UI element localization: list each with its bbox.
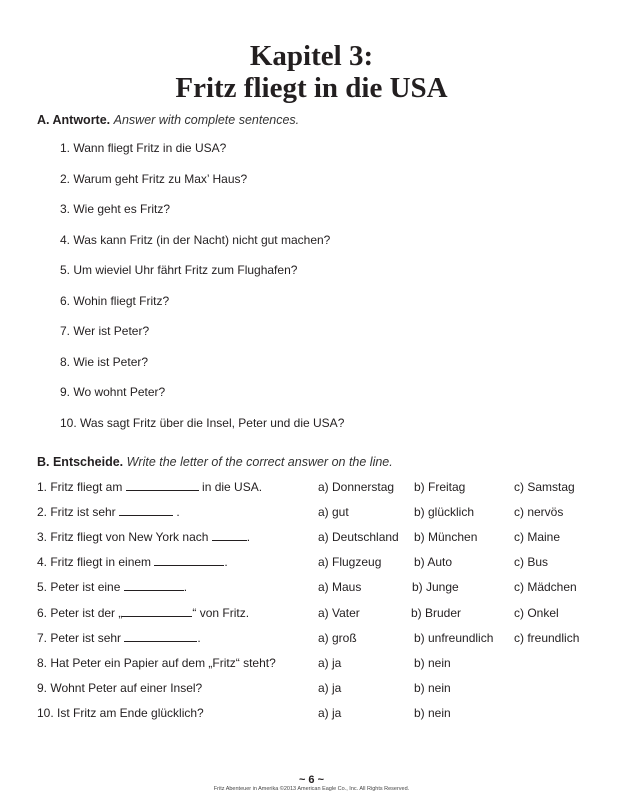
section-a-label: A. Antworte. — [37, 113, 111, 127]
question-text-end: “ von Fritz. — [192, 605, 250, 620]
option-c: c) Onkel — [514, 605, 559, 620]
option-a: a) Donnerstag — [318, 480, 395, 494]
question-text: 3. Fritz fliegt von New York nach — [37, 530, 212, 545]
answer-blank-line[interactable] — [212, 529, 247, 541]
option-c: c) Samstag — [514, 480, 575, 494]
option-c: c) freundlich — [514, 630, 580, 645]
option-a: a) ja — [318, 680, 342, 695]
question-b-5 — [37, 579, 187, 595]
answer-blank-line[interactable] — [122, 605, 192, 617]
page-number: ~ 6 ~ — [298, 774, 325, 786]
chapter-subtitle: Fritz fliegt in die USA — [175, 72, 448, 104]
answer-blank-line[interactable] — [126, 479, 199, 491]
section-b-instruction: Write the letter of the correct answer on the line. — [126, 455, 393, 469]
option-b: b) glücklich — [414, 505, 475, 520]
question-text-end: . — [197, 630, 201, 645]
question-b-9 — [37, 680, 202, 696]
option-c: c) nervös — [514, 505, 564, 520]
question-text: 1. Fritz fliegt am — [37, 480, 126, 494]
question-b-4 — [37, 554, 228, 570]
question-b-10 — [37, 705, 204, 721]
section-b-label: B. Entscheide. — [37, 455, 124, 469]
option-b: b) unfreundlich — [414, 630, 494, 645]
question-text-end: . — [246, 530, 251, 545]
option-a: a) Maus — [318, 580, 362, 595]
chapter-title: Kapitel 3: — [249, 40, 374, 72]
question-a-2: 2. Warum geht Fritz zu Max’ Haus? — [60, 171, 248, 186]
option-a: a) Deutschland — [318, 530, 399, 545]
option-b: b) Auto — [414, 555, 453, 570]
section-a-heading — [37, 112, 299, 128]
question-text-end: in die USA. — [198, 480, 263, 494]
section-a-instruction: Answer with complete sentences. — [113, 113, 300, 127]
question-b-1 — [37, 479, 262, 495]
option-b: b) Freitag — [414, 480, 466, 494]
question-b-7 — [37, 630, 201, 646]
question-a-5: 5. Um wieviel Uhr fährt Fritz zum Flughafen? — [60, 263, 298, 277]
question-a-1: 1. Wann fliegt Fritz in die USA? — [60, 141, 227, 155]
option-c: c) Maine — [514, 530, 561, 545]
answer-blank-line[interactable] — [154, 554, 224, 566]
option-b: b) München — [414, 530, 478, 545]
answer-blank-line[interactable] — [119, 504, 173, 516]
question-text: 6. Peter ist der „ — [37, 605, 123, 620]
question-text: 7. Peter ist sehr — [37, 630, 125, 645]
option-b: b) Junge — [412, 580, 459, 595]
option-c: c) Bus — [514, 555, 549, 570]
question-b-8 — [37, 655, 276, 671]
question-a-8: 8. Wie ist Peter? — [60, 354, 149, 369]
question-b-2 — [37, 504, 180, 520]
question-b-6 — [37, 605, 249, 621]
question-a-4: 4. Was kann Fritz (in der Nacht) nicht gut machen? — [60, 232, 331, 247]
section-b-heading — [37, 454, 393, 470]
question-a-10: 10. Was sagt Fritz über die Insel, Peter und die USA? — [60, 415, 345, 430]
option-b: b) nein — [414, 680, 451, 695]
option-b: b) Bruder — [411, 605, 462, 620]
question-text-end: . — [183, 580, 188, 595]
question-text: 5. Peter ist eine — [37, 580, 124, 595]
option-a: a) ja — [318, 655, 342, 670]
option-a: a) ja — [318, 705, 342, 720]
question-a-3: 3. Wie geht es Fritz? — [60, 202, 171, 216]
question-a-6: 6. Wohin fliegt Fritz? — [60, 293, 170, 308]
question-text: 2. Fritz ist sehr — [37, 505, 120, 520]
answer-blank-line[interactable] — [124, 630, 197, 642]
option-a: a) Flugzeug — [318, 555, 382, 570]
question-a-7: 7. Wer ist Peter? — [60, 324, 150, 338]
option-c: c) Mädchen — [514, 580, 577, 595]
copyright-notice: Fritz Abenteuer in Amerika ©2013 American Eagle Co., Inc. All Rights Reserved. — [213, 786, 410, 792]
question-text-end: . — [173, 505, 180, 520]
option-a: a) Vater — [318, 605, 360, 620]
option-b: b) nein — [414, 655, 451, 670]
option-b: b) nein — [414, 705, 451, 720]
question-text: 9. Wohnt Peter auf einer Insel? — [37, 680, 203, 695]
question-text: 4. Fritz fliegt in einem — [37, 555, 155, 570]
question-a-9: 9. Wo wohnt Peter? — [60, 385, 166, 399]
question-text: 10. Ist Fritz am Ende glücklich? — [37, 705, 204, 720]
question-b-3 — [37, 529, 250, 545]
answer-blank-line[interactable] — [124, 579, 184, 591]
question-text-end: . — [224, 555, 228, 570]
option-a: a) groß — [318, 630, 357, 645]
option-a: a) gut — [318, 505, 349, 520]
question-text: 8. Hat Peter ein Papier auf dem „Fritz“ steht? — [37, 655, 276, 670]
